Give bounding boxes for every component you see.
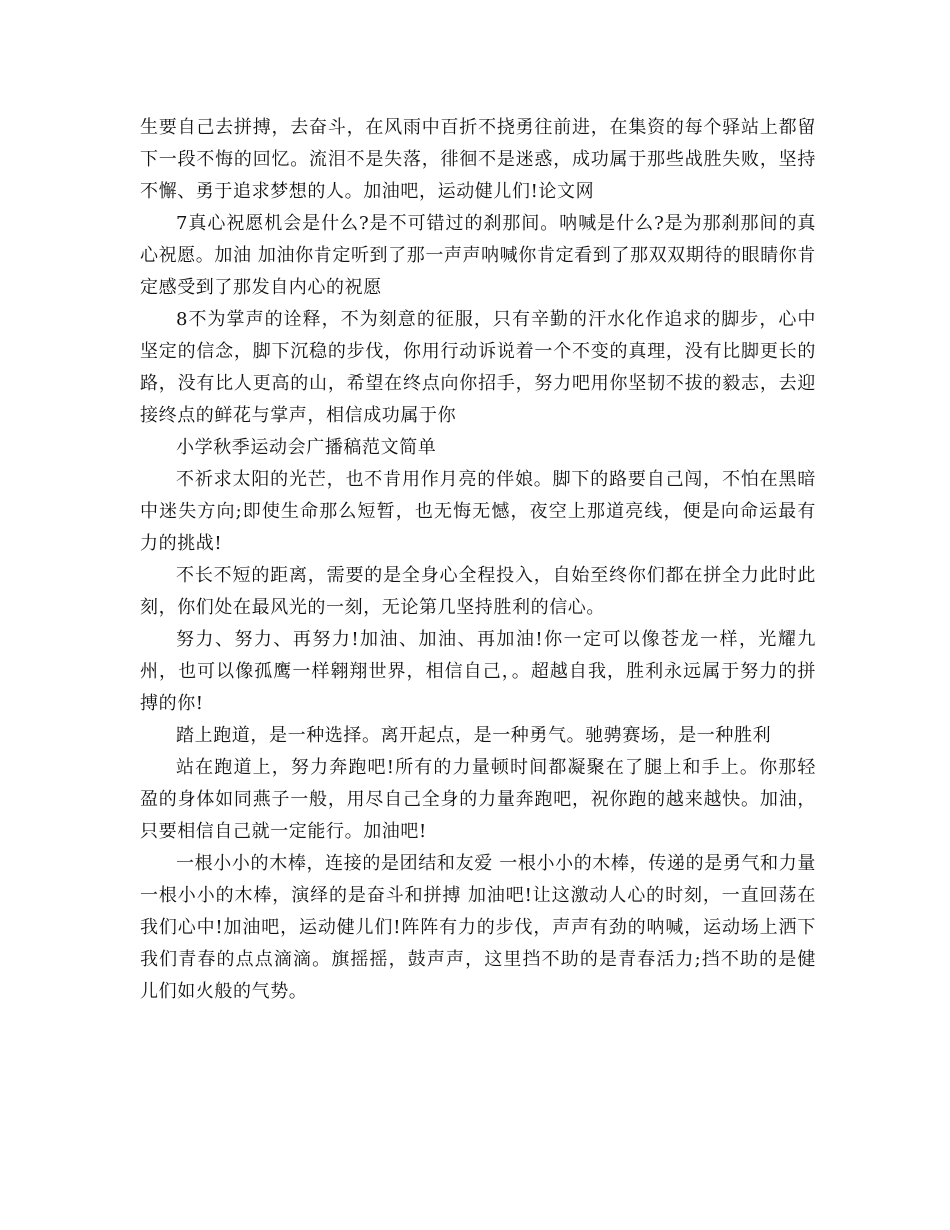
paragraph: 踏上跑道，是一种选择。离开起点，是一种勇气。驰骋赛场，是一种胜利 bbox=[176, 725, 772, 746]
paragraph: 努力、努力、再努力!加油、加油、再加油!你一定可以像苍龙一样，光耀九州，也可以像孤鹰一样翱翔世界，相信自己，。超越自我，胜利永远属于努力的拼搏的你! bbox=[140, 629, 816, 714]
paragraph-continuation: 生要自己去拼搏，去奋斗，在风雨中百折不挠勇往前进，在集资的每个驿站上都留下一段不悔的回忆。流泪不是失落，徘徊不是迷惑，成功属于那些战胜失败，坚持不懈、勇于追求梦想的人。加油吧，运动健儿们!论文网 bbox=[140, 117, 816, 202]
section-heading: 小学秋季运动会广播稿范文简单 bbox=[176, 437, 437, 458]
paragraph-8: 8不为掌声的诠释，不为刻意的征服，只有辛勤的汗水化作追求的脚步，心中坚定的信念，脚下沉稳的步伐，你用行动诉说着一个不变的真理，没有比脚更长的路，没有比人更高的山，希望在终点向你招手，努力吧用你坚韧不拔的毅志，去迎接终点的鲜花与掌声，相信成功属于你 bbox=[140, 309, 816, 426]
paragraph: 不长不短的距离，需要的是全身心全程投入，自始至终你们都在拼全力此时此刻，你们处在最风光的一刻，无论第几坚持胜利的信心。 bbox=[140, 565, 816, 618]
paragraph: 一根小小的木棒，连接的是团结和友爱 一根小小的木棒，传递的是勇气和力量 一根小小的木棒，演绎的是奋斗和拼搏 加油吧!让这激动人心的时刻，一直回荡在我们心中!加油吧，运动健儿们!阵阵有力的步伐，声声有劲的呐喊，运动场上洒下我们青春的点点滴滴。旗摇摇，鼓声声，这里挡不助的是青春活力;挡不助的是健儿们如火般的气势。 bbox=[140, 853, 816, 1002]
paragraph: 不祈求太阳的光芒，也不肯用作月亮的伴娘。脚下的路要自己闯，不怕在黑暗中迷失方向;即使生命那么短暂，也无悔无憾，夜空上那道亮线，便是向命运最有力的挑战! bbox=[140, 469, 816, 554]
document-body bbox=[140, 112, 816, 1008]
paragraph: 站在跑道上，努力奔跑吧!所有的力量顿时间都凝聚在了腿上和手上。你那轻盈的身体如同燕子一般，用尽自己全身的力量奔跑吧，祝你跑的越来越快。加油，只要相信自己就一定能行。加油吧! bbox=[140, 757, 816, 842]
paragraph-7: 7真心祝愿机会是什么?是不可错过的刹那间。呐喊是什么?是为那刹那间的真心祝愿。加油 加油你肯定听到了那一声声呐喊你肯定看到了那双双期待的眼睛你肯定感受到了那发自内心的祝愿 bbox=[140, 213, 816, 298]
